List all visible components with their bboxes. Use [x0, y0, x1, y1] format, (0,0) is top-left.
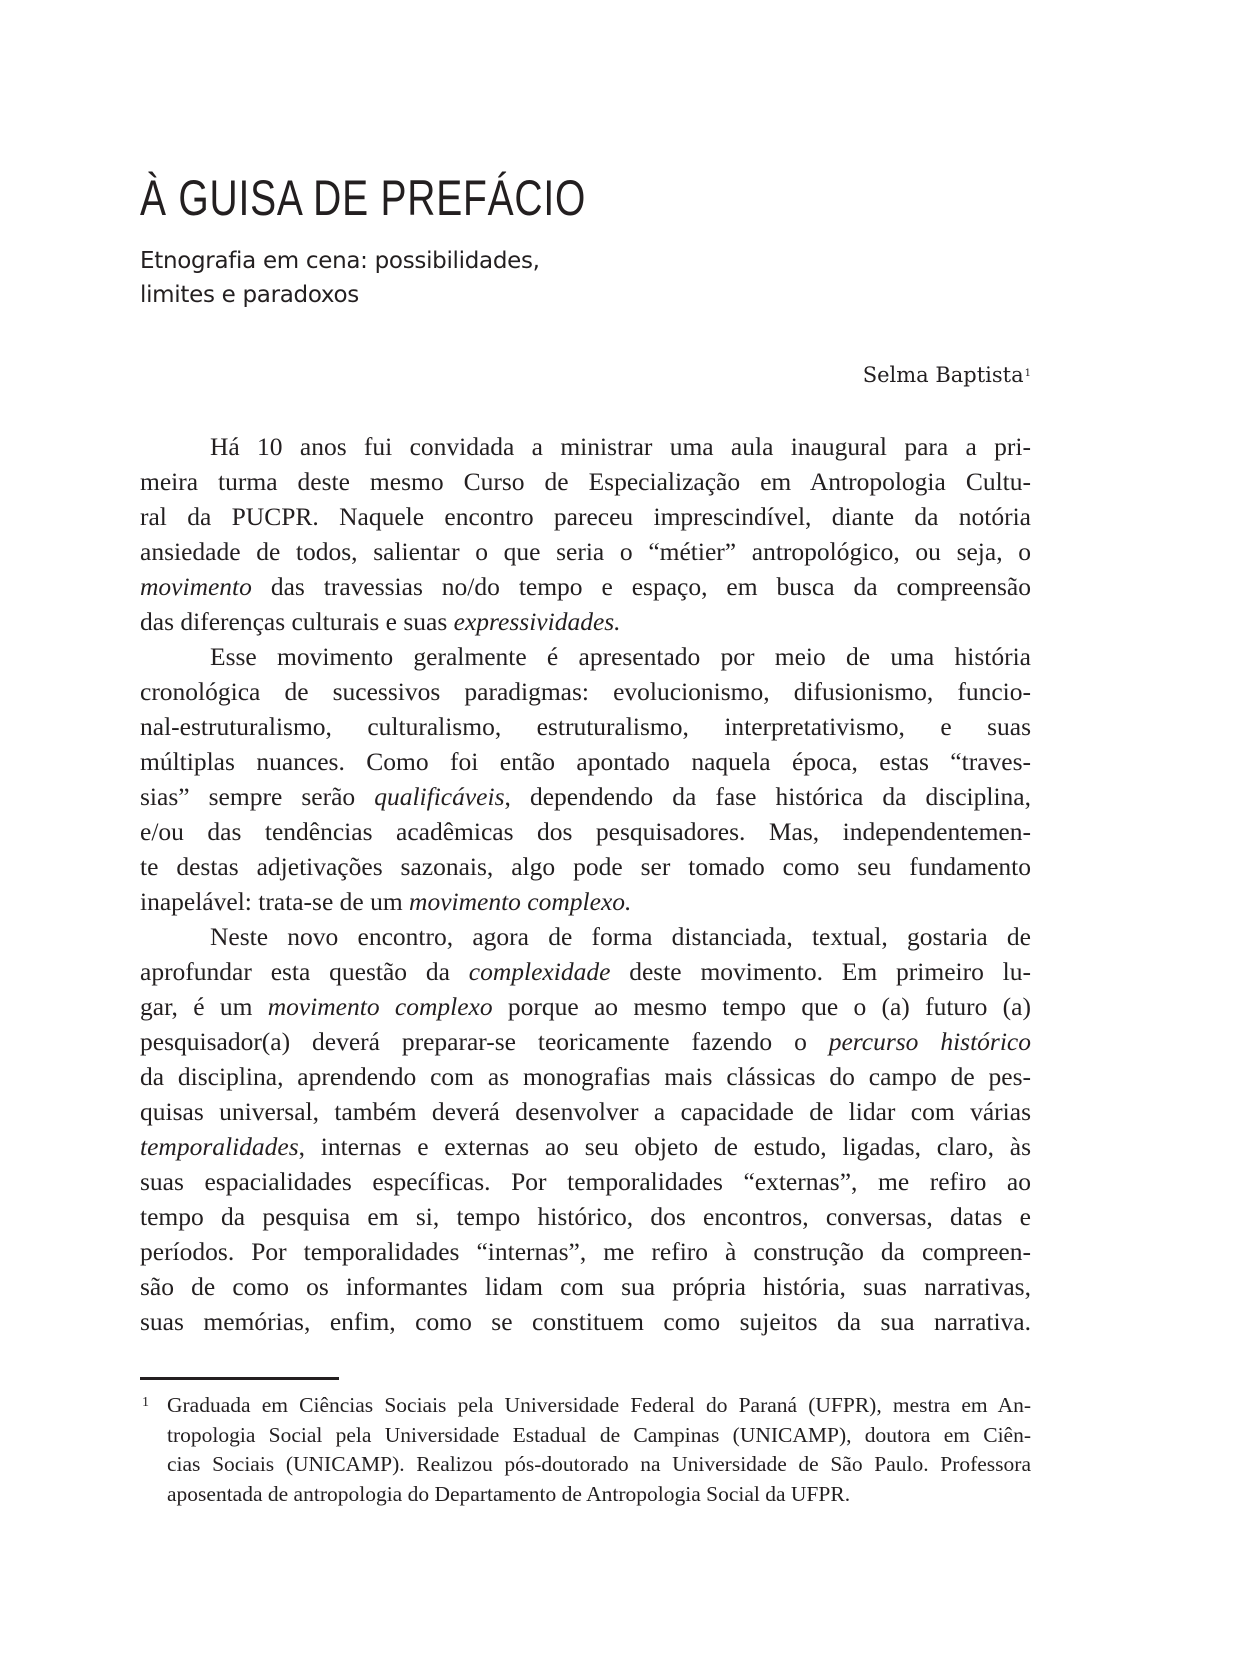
chapter-subtitle [140, 244, 540, 312]
footnote-line: tropologia Social pela Universidade Estadual de Campinas (UNICAMP), doutora em Ciên- [167, 1422, 1031, 1447]
footnote-line: cias Sociais (UNICAMP). Realizou pós-doutorado na Universidade de São Paulo. Professora [167, 1452, 1031, 1476]
text-line: Há 10 anos fui convidada a ministrar uma aula inaugural para a pri- [210, 432, 1031, 461]
emphasis-text: movimento complexo. [409, 887, 632, 916]
text-line: da disciplina, aprendendo com as monografias mais clássicas do campo de pes- [140, 1062, 1031, 1091]
footnote-number: 1 [142, 1395, 149, 1410]
text-line: ansiedade de todos, salientar o que seria o “métier” antropológico, ou seja, o [140, 537, 1031, 566]
text-segment: , dependendo da fase histórica da disciplina, [504, 782, 1031, 811]
emphasis-text: movimento complexo [267, 992, 493, 1021]
text-line [140, 604, 1031, 639]
text-line: múltiplas nuances. Como foi então apontado naquela época, estas “traves- [140, 747, 1031, 776]
text-line: Neste novo encontro, agora de forma distanciada, textual, gostaria de [210, 922, 1031, 951]
text-segment: inapelável: trata-se de um [140, 887, 410, 916]
emphasis-text: expressividades. [453, 607, 621, 636]
text-segment: gar, é um [140, 992, 268, 1021]
text-line: são de como os informantes lidam com sua própria história, suas narrativas, [140, 1272, 1031, 1301]
text-segment: pesquisador(a) deverá preparar-se teoricamente fazendo o [140, 1027, 829, 1056]
text-line [140, 779, 1031, 814]
text-line: suas memórias, enfim, como se constituem como sujeitos da sua narrativa. [140, 1307, 1031, 1336]
text-line: nal-estruturalismo, culturalismo, estruturalismo, interpretativismo, e suas [140, 712, 1031, 741]
text-segment: sias” sempre serão [140, 782, 375, 811]
text-segment: porque ao mesmo tempo que o (a) futuro (a) [492, 992, 1031, 1021]
text-line: meira turma deste mesmo Curso de Especialização em Antropologia Cultu- [140, 467, 1031, 496]
text-line: cronológica de sucessivos paradigmas: evolucionismo, difusionismo, funcio- [140, 677, 1031, 706]
text-line: te destas adjetivações sazonais, algo pode ser tomado como seu fundamento [140, 852, 1031, 881]
text-line [140, 884, 1031, 919]
emphasis-text: percurso histórico [828, 1027, 1031, 1056]
footnote-text [167, 1391, 1031, 1509]
text-line [140, 1129, 1031, 1164]
emphasis-text: temporalidades [140, 1132, 299, 1161]
text-line: quisas universal, também deverá desenvolver a capacidade de lidar com várias [140, 1097, 1031, 1126]
text-segment: deste movimento. Em primeiro lu- [610, 957, 1031, 986]
paragraph [140, 919, 1031, 1339]
text-line [140, 989, 1031, 1024]
author-name: Selma Baptista [862, 363, 1024, 387]
footnote-line: aposentada de antropologia do Departamento de Antropologia Social da UFPR. [167, 1481, 851, 1506]
text-line [140, 1024, 1031, 1059]
author-byline [863, 360, 1031, 390]
text-line [140, 954, 1031, 989]
text-segment: , internas e externas ao seu objeto de estudo, ligadas, claro, às [298, 1132, 1031, 1161]
text-line: Esse movimento geralmente é apresentado por meio de uma história [210, 642, 1031, 671]
body-text [140, 429, 1031, 1339]
text-line: tempo da pesquisa em si, tempo histórico, dos encontros, conversas, datas e [140, 1202, 1031, 1231]
subtitle-line: limites e paradoxos [140, 282, 359, 308]
text-line: ral da PUCPR. Naquele encontro pareceu imprescindível, diante da notória [140, 502, 1031, 531]
footnote-line: Graduada em Ciências Sociais pela Universidade Federal do Paraná (UFPR), mestra em An- [167, 1393, 1031, 1417]
paragraph [140, 429, 1031, 639]
paragraph [140, 639, 1031, 919]
emphasis-text: complexidade [468, 957, 611, 986]
text-line: e/ou das tendências acadêmicas dos pesquisadores. Mas, independentemen- [140, 817, 1031, 846]
subtitle-line: Etnografia em cena: possibilidades, [140, 248, 540, 274]
text-segment: das diferenças culturais e suas [140, 607, 454, 636]
emphasis-text: movimento [140, 572, 252, 601]
text-line [140, 569, 1031, 604]
text-segment: das travessias no/do tempo e espaço, em busca da compreensão [251, 572, 1031, 601]
emphasis-text: qualificáveis [374, 782, 505, 811]
footnote-reference[interactable]: 1 [1024, 368, 1031, 379]
text-segment: aprofundar esta questão da [140, 957, 469, 986]
text-line: períodos. Por temporalidades “internas”, me refiro à construção da compreen- [140, 1237, 1031, 1266]
text-line: suas espacialidades específicas. Por temporalidades “externas”, me refiro ao [140, 1167, 1031, 1196]
footnote-divider [140, 1377, 339, 1380]
chapter-title: À GUISA DE PREFÁCIO [140, 170, 587, 226]
